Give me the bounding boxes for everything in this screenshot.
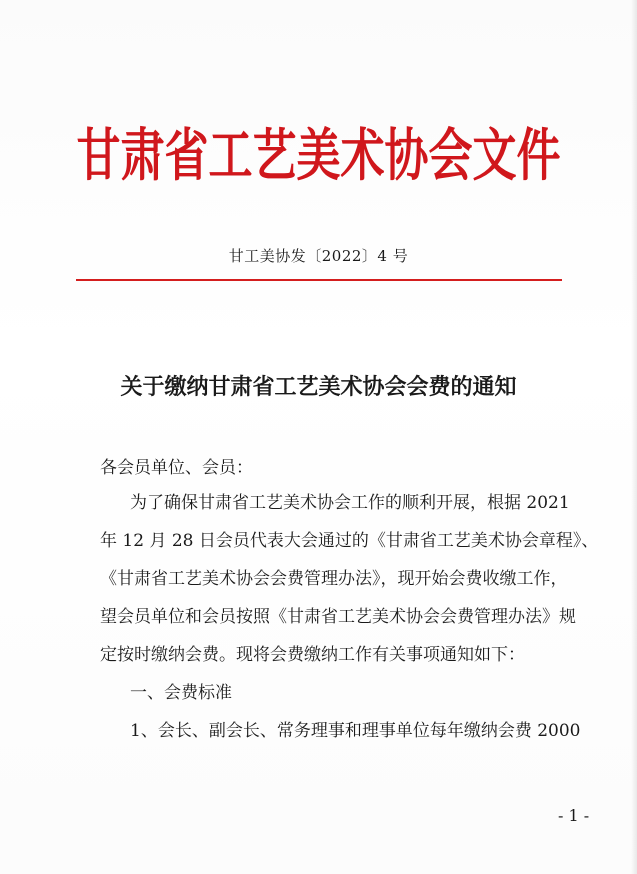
document-header: 甘肃省工艺美术协会文件 (76, 123, 561, 189)
document-number: 甘工美协发〔2022〕4 号 (228, 247, 409, 265)
body-line-1: 为了确保甘肃省工艺美术协会工作的顺利开展，根据 2021 (130, 493, 570, 513)
body-line-3: 《甘肃省工艺美术协会会费管理办法》，现开始会费收缴工作， (100, 569, 568, 589)
body-line-5: 定按时缴纳会费。现将会费缴纳工作有关事项通知如下： (100, 645, 525, 665)
body-line-4: 望会员单位和会员按照《甘肃省工艺美术协会会费管理办法》规 (100, 607, 576, 627)
page-number: - 1 - (558, 806, 590, 825)
salutation: 各会员单位、会员： (100, 458, 253, 478)
body-line-fee-item-1: 1、会长、副会长、常务理事和理事单位每年缴纳会费 2000 (130, 721, 581, 741)
body-line-2: 年 12 月 28 日会员代表大会通过的《甘肃省工艺美术协会章程》、 (100, 531, 599, 551)
notice-title: 关于缴纳甘肃省工艺美术协会会费的通知 (120, 374, 517, 400)
section-heading-fee-standard: 一、会费标准 (130, 683, 232, 703)
red-divider-line (76, 279, 562, 281)
